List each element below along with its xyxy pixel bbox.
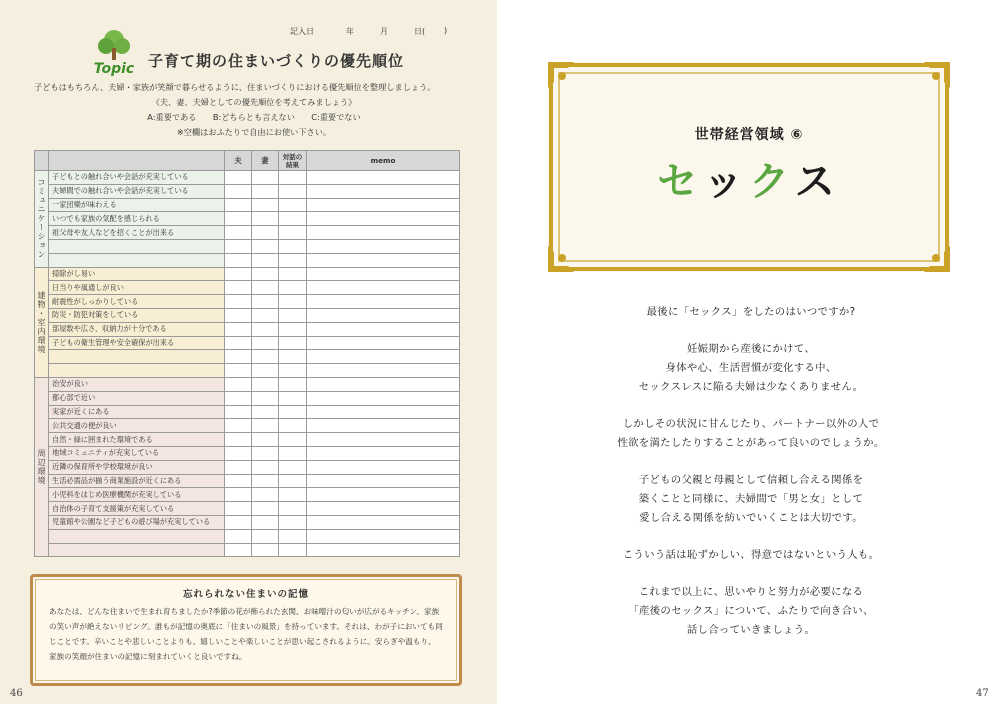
husband-cell[interactable]	[225, 433, 252, 447]
body-line: 築くことと同様に、夫婦間で「男と女」として	[638, 493, 864, 505]
memo-cell[interactable]	[307, 474, 460, 488]
priority-item: 部屋数や広さ、収納力が十分である	[49, 322, 225, 336]
priority-item: 実家が近くにある	[49, 405, 225, 419]
page-number-left: 46	[10, 688, 23, 699]
entry-date-label: 記入日	[290, 27, 314, 36]
husband-cell[interactable]	[225, 253, 252, 267]
result-cell[interactable]	[279, 295, 307, 309]
priority-item: 自然・緑に囲まれた環境である	[49, 433, 225, 447]
heading-char: セ	[657, 159, 704, 205]
wife-cell[interactable]	[252, 350, 279, 364]
priority-item	[49, 364, 225, 378]
priority-item: 生活必需品が揃う商業施設が近くにある	[49, 474, 225, 488]
body-line: 愛し合える関係を紡いでいくことは大切です。	[639, 512, 863, 524]
memo-cell[interactable]	[307, 433, 460, 447]
body-line: これまで以上に、思いやりと努力が必要になる	[638, 586, 864, 598]
table-row	[35, 171, 460, 185]
memo-cell[interactable]	[307, 253, 460, 267]
husband-cell[interactable]	[225, 529, 252, 543]
body-line: セックスレスに陥る夫婦は少なくありません。	[638, 381, 864, 393]
table-header-row	[35, 151, 460, 171]
result-cell[interactable]	[279, 184, 307, 198]
table-row	[35, 543, 460, 557]
wife-cell[interactable]	[252, 308, 279, 322]
memo-cell[interactable]	[307, 515, 460, 529]
table-row	[35, 295, 460, 309]
intro-text	[34, 80, 474, 140]
priority-item: 子どもとの触れ合いや会話が充実している	[49, 171, 225, 185]
husband-header: 夫	[225, 151, 252, 171]
husband-cell[interactable]	[225, 377, 252, 391]
husband-cell[interactable]	[225, 198, 252, 212]
priority-item	[49, 350, 225, 364]
domain-label: 世帯経営領域 ⑥	[694, 127, 804, 143]
table-row	[35, 502, 460, 516]
memo-cell[interactable]	[307, 364, 460, 378]
memo-cell[interactable]	[307, 391, 460, 405]
wife-cell[interactable]	[252, 198, 279, 212]
priority-table	[34, 150, 460, 557]
table-row	[35, 405, 460, 419]
memo-cell[interactable]	[307, 377, 460, 391]
result-cell[interactable]	[279, 239, 307, 253]
priority-item: 近隣の保育所や学校環境が良い	[49, 460, 225, 474]
logo-text: Topic	[93, 61, 135, 77]
priority-item: 日当りや風通しが良い	[49, 281, 225, 295]
body-line: 「産後のセックス」について、ふたりで向き合い、	[628, 605, 874, 617]
priority-item	[49, 529, 225, 543]
left-page	[0, 0, 497, 704]
table-row	[35, 474, 460, 488]
memo-cell[interactable]	[307, 529, 460, 543]
wife-cell[interactable]	[252, 543, 279, 557]
category-label: 周辺環境	[35, 377, 49, 556]
priority-item	[49, 543, 225, 557]
result-cell[interactable]	[279, 529, 307, 543]
table-row	[35, 336, 460, 350]
priority-item: 防災・防犯対策をしている	[49, 308, 225, 322]
wife-cell[interactable]	[252, 253, 279, 267]
table-row	[35, 391, 460, 405]
body-paragraph	[560, 583, 942, 640]
memo-cell[interactable]	[307, 267, 460, 281]
wife-cell[interactable]	[252, 322, 279, 336]
priority-item: 小児科をはじめ医療機関が充実している	[49, 488, 225, 502]
category-label: 建物・室内環境	[35, 267, 49, 377]
husband-cell[interactable]	[225, 391, 252, 405]
day-close: )	[444, 26, 448, 35]
memo-cell[interactable]	[307, 543, 460, 557]
result-cell[interactable]	[279, 502, 307, 516]
result-cell[interactable]	[279, 433, 307, 447]
memo-cell[interactable]	[307, 488, 460, 502]
memo-cell[interactable]	[307, 295, 460, 309]
memo-cell[interactable]	[307, 239, 460, 253]
category-label: コミュニケーション	[35, 171, 49, 268]
table-row	[35, 308, 460, 322]
husband-cell[interactable]	[225, 212, 252, 226]
result-cell[interactable]	[279, 171, 307, 185]
priority-item: 都心部で近い	[49, 391, 225, 405]
wife-cell[interactable]	[252, 377, 279, 391]
result-cell[interactable]	[279, 212, 307, 226]
wife-cell[interactable]	[252, 239, 279, 253]
intro-line-3: A:重要である B:どちらとも言えない C:重要でない	[147, 112, 361, 122]
result-cell[interactable]	[279, 253, 307, 267]
husband-cell[interactable]	[225, 336, 252, 350]
wife-cell[interactable]	[252, 529, 279, 543]
husband-cell[interactable]	[225, 405, 252, 419]
result-cell[interactable]	[279, 405, 307, 419]
memo-cell[interactable]	[307, 446, 460, 460]
memo-cell[interactable]	[307, 405, 460, 419]
priority-item: 自治体の子育て支援策が充実している	[49, 502, 225, 516]
priority-item: 公共交通の便が良い	[49, 419, 225, 433]
result-header: 対話の結果	[279, 151, 307, 171]
memo-cell[interactable]	[307, 281, 460, 295]
priority-item: いつでも家族の気配を感じられる	[49, 212, 225, 226]
result-cell[interactable]	[279, 391, 307, 405]
corner-header	[35, 151, 49, 171]
result-cell[interactable]	[279, 267, 307, 281]
wife-cell[interactable]	[252, 446, 279, 460]
body-line: 身体や心、生活習慣が変化する中、	[665, 362, 837, 374]
memo-header: memo	[307, 151, 460, 171]
table-row	[35, 460, 460, 474]
table-row	[35, 529, 460, 543]
result-cell[interactable]	[279, 198, 307, 212]
priority-item	[49, 253, 225, 267]
priority-item: 夫婦間での触れ合いや会話が充実している	[49, 184, 225, 198]
wife-cell[interactable]	[252, 281, 279, 295]
husband-cell[interactable]	[225, 239, 252, 253]
table-row	[35, 433, 460, 447]
wife-cell[interactable]	[252, 474, 279, 488]
husband-cell[interactable]	[225, 460, 252, 474]
priority-item: 掃除がし易い	[49, 267, 225, 281]
page-title: 子育て期の住まいづくりの優先順位	[148, 52, 405, 70]
wife-cell[interactable]	[252, 267, 279, 281]
result-cell[interactable]	[279, 446, 307, 460]
wife-cell[interactable]	[252, 515, 279, 529]
result-cell[interactable]	[279, 322, 307, 336]
memo-cell[interactable]	[307, 171, 460, 185]
table-row	[35, 377, 460, 391]
intro-line-4: ※空欄はおふたりで自由にお使い下さい。	[176, 127, 332, 137]
memo-cell[interactable]	[307, 336, 460, 350]
priority-item: 耐震性がしっかりしている	[49, 295, 225, 309]
wife-cell[interactable]	[252, 433, 279, 447]
result-cell[interactable]	[279, 281, 307, 295]
husband-cell[interactable]	[225, 184, 252, 198]
result-cell[interactable]	[279, 226, 307, 240]
result-cell[interactable]	[279, 460, 307, 474]
body-paragraph	[560, 415, 942, 453]
memo-cell[interactable]	[307, 226, 460, 240]
body-line: 妊娠期から産後にかけて、	[686, 343, 816, 355]
memo-cell[interactable]	[307, 350, 460, 364]
wife-cell[interactable]	[252, 405, 279, 419]
table-row	[35, 253, 460, 267]
heading-char: ス	[794, 159, 841, 205]
heading-char: ク	[749, 159, 795, 205]
result-cell[interactable]	[279, 364, 307, 378]
husband-cell[interactable]	[225, 543, 252, 557]
result-cell[interactable]	[279, 350, 307, 364]
husband-cell[interactable]	[225, 419, 252, 433]
memo-cell[interactable]	[307, 502, 460, 516]
memory-title: 忘れられない住まいの記憶	[182, 589, 309, 600]
table-row	[35, 364, 460, 378]
result-cell[interactable]	[279, 488, 307, 502]
result-cell[interactable]	[279, 419, 307, 433]
memory-box	[30, 574, 462, 686]
husband-cell[interactable]	[225, 446, 252, 460]
memory-body: あなたは、どんな住まいで生まれ育ちましたか?季節の花が飾られた玄関、お味噌汁の匂いが広がるキッチン、家族の笑い声が絶えないリビング。誰もが記憶の奥底に「住まいの風景」を持っています。それは、わが子においても同じことです。辛いことや悲しいことよりも、嬉しいことや楽しいことが思い起こされるように。安らぎや温もり、家族の笑顔が住まいの記憶に刻まれていくと良いですね。	[49, 607, 443, 661]
husband-cell[interactable]	[225, 474, 252, 488]
intro-line-1: 子どもはもちろん、夫婦・家族が笑顔で暮らせるように、住まいづくりにおける優先順位を整理しましょう。	[34, 82, 436, 92]
wife-cell[interactable]	[252, 460, 279, 474]
husband-cell[interactable]	[225, 295, 252, 309]
section-heading	[548, 150, 950, 207]
result-cell[interactable]	[279, 543, 307, 557]
husband-cell[interactable]	[225, 281, 252, 295]
intro-line-2: 《夫、妻、夫婦としての優先順位を考えてみましょう》	[151, 97, 357, 107]
priority-item	[49, 239, 225, 253]
wife-cell[interactable]	[252, 502, 279, 516]
body-paragraph	[560, 340, 942, 397]
husband-cell[interactable]	[225, 364, 252, 378]
body-paragraph	[560, 546, 942, 565]
wife-cell[interactable]	[252, 336, 279, 350]
body-line: 話し合っていきましょう。	[686, 624, 816, 636]
memo-cell[interactable]	[307, 212, 460, 226]
result-cell[interactable]	[279, 474, 307, 488]
wife-cell[interactable]	[252, 391, 279, 405]
table-row	[35, 419, 460, 433]
body-paragraph	[560, 471, 942, 528]
wife-cell[interactable]	[252, 364, 279, 378]
priority-item: 治安が良い	[49, 377, 225, 391]
heading-char: ッ	[703, 159, 750, 205]
wife-cell[interactable]	[252, 184, 279, 198]
table-row	[35, 488, 460, 502]
memo-cell[interactable]	[307, 308, 460, 322]
husband-cell[interactable]	[225, 502, 252, 516]
table-row	[35, 267, 460, 281]
wife-cell[interactable]	[252, 295, 279, 309]
result-cell[interactable]	[279, 308, 307, 322]
table-row	[35, 239, 460, 253]
body-line: 最後に「セックス」をしたのはいつですか?	[646, 306, 856, 318]
body-line: 子どもの父親と母親として信頼し合える関係を	[638, 474, 864, 486]
topic-tree-logo	[88, 26, 140, 78]
husband-cell[interactable]	[225, 350, 252, 364]
item-header	[49, 151, 225, 171]
body-line: しかしその状況に甘んじたり、パートナー以外の人で	[622, 418, 880, 430]
table-row	[35, 198, 460, 212]
wife-cell[interactable]	[252, 171, 279, 185]
body-line: こういう話は恥ずかしい、得意ではないという人も。	[622, 549, 880, 561]
priority-item: 子どもの衛生管理や安全確保が出来る	[49, 336, 225, 350]
husband-cell[interactable]	[225, 515, 252, 529]
wife-cell[interactable]	[252, 226, 279, 240]
husband-cell[interactable]	[225, 488, 252, 502]
table-row	[35, 322, 460, 336]
body-line: 性欲を満たしたりすることがあって良いのでしょうか。	[617, 437, 885, 449]
husband-cell[interactable]	[225, 267, 252, 281]
memo-cell[interactable]	[307, 198, 460, 212]
memo-cell[interactable]	[307, 419, 460, 433]
body-text	[560, 303, 942, 658]
priority-item: 一家団欒が味わえる	[49, 198, 225, 212]
body-paragraph	[560, 303, 942, 322]
table-row	[35, 212, 460, 226]
priority-item: 地域コミュニティが充実している	[49, 446, 225, 460]
day-label: 日(	[414, 27, 426, 36]
memo-cell[interactable]	[307, 322, 460, 336]
wife-header: 妻	[252, 151, 279, 171]
table-row	[35, 184, 460, 198]
memo-cell[interactable]	[307, 184, 460, 198]
month-label: 月	[380, 27, 388, 36]
wife-cell[interactable]	[252, 488, 279, 502]
table-row	[35, 226, 460, 240]
result-cell[interactable]	[279, 377, 307, 391]
husband-cell[interactable]	[225, 308, 252, 322]
priority-item: 祖父母や友人などを招くことが出来る	[49, 226, 225, 240]
memo-cell[interactable]	[307, 460, 460, 474]
table-row	[35, 281, 460, 295]
table-row	[35, 350, 460, 364]
husband-cell[interactable]	[225, 171, 252, 185]
wife-cell[interactable]	[252, 419, 279, 433]
table-row	[35, 446, 460, 460]
result-cell[interactable]	[279, 336, 307, 350]
result-cell[interactable]	[279, 515, 307, 529]
table-row	[35, 515, 460, 529]
year-label: 年	[346, 27, 354, 36]
wife-cell[interactable]	[252, 212, 279, 226]
priority-item: 児童館や公園など子どもの遊び場が充実している	[49, 515, 225, 529]
page-number-right: 47	[976, 688, 989, 699]
husband-cell[interactable]	[225, 322, 252, 336]
husband-cell[interactable]	[225, 226, 252, 240]
